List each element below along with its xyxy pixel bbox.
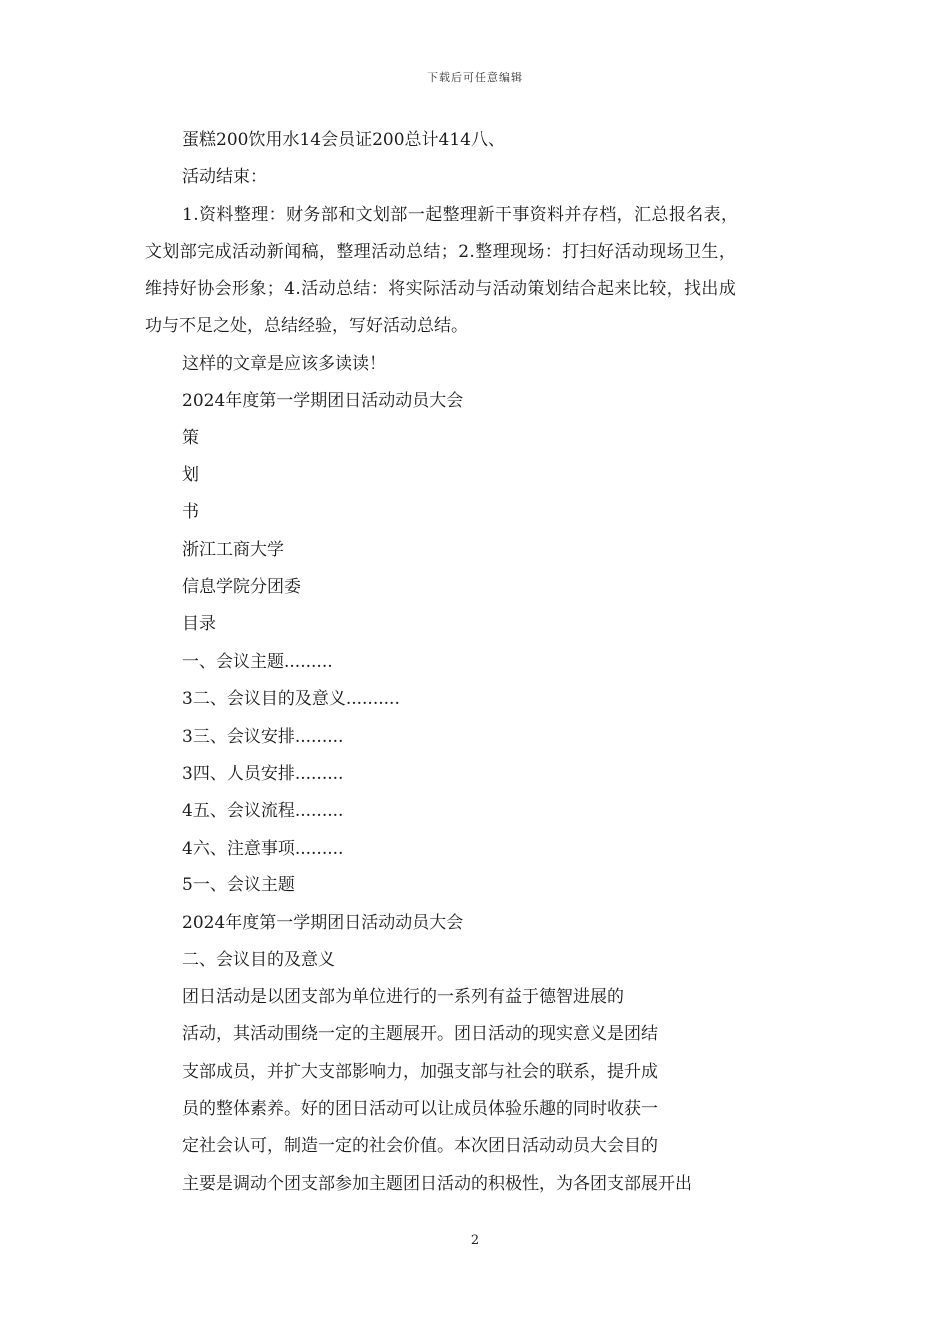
body-line: 维持好协会形象；4.活动总结：将实际活动与活动策划结合起来比较，找出成 (145, 279, 737, 299)
body-line: 信息学院分团委 (182, 577, 301, 597)
body-line: 定社会认可，制造一定的社会价值。本次团日活动动员大会目的 (182, 1136, 658, 1156)
body-line: 划 (182, 465, 199, 485)
body-line: 活动结束： (182, 167, 267, 187)
body-line: 目录 (182, 614, 216, 634)
body-line: 功与不足之处，总结经验，写好活动总结。 (145, 316, 468, 336)
body-line: 5一、会议主题 (182, 875, 295, 895)
body-line: 二、会议目的及意义 (182, 950, 335, 970)
body-line: 2024年度第一学期团日活动动员大会 (182, 391, 464, 411)
body-line: 1.资料整理：财务部和文划部一起整理新干事资料并存档，汇总报名表， (182, 205, 739, 225)
toc-line: 4五、会议流程......... (182, 801, 344, 821)
body-line: 主要是调动个团支部参加主题团日活动的积极性，为各团支部展开出 (182, 1174, 692, 1194)
body-line: 书 (182, 502, 199, 522)
page-header: 下载后可任意编辑 (427, 71, 523, 84)
page-number: 2 (470, 1233, 480, 1248)
body-line: 浙江工商大学 (182, 540, 284, 560)
body-line: 策 (182, 428, 199, 448)
toc-line: 一、会议主题......... (182, 652, 333, 672)
body-line: 文划部完成活动新闻稿，整理活动总结；2.整理现场：打扫好活动现场卫生， (145, 242, 737, 262)
body-line: 这样的文章是应该多读读！ (182, 354, 386, 374)
toc-line: 3二、会议目的及意义.......... (182, 689, 400, 709)
body-line: 活动，其活动围绕一定的主题展开。团日活动的现实意义是团结 (182, 1024, 658, 1044)
toc-line: 3四、人员安排......... (182, 764, 344, 784)
toc-line: 4六、注意事项......... (182, 839, 344, 859)
toc-line: 3三、会议安排......... (182, 727, 344, 747)
body-line: 支部成员，并扩大支部影响力，加强支部与社会的联系，提升成 (182, 1062, 658, 1082)
body-line: 员的整体素养。好的团日活动可以让成员体验乐趣的同时收获一 (182, 1099, 658, 1119)
body-line: 2024年度第一学期团日活动动员大会 (182, 913, 464, 933)
body-line: 蛋糕200饮用水14会员证200总计414八、 (182, 130, 505, 150)
body-line: 团日活动是以团支部为单位进行的一系列有益于德智进展的 (182, 987, 624, 1007)
